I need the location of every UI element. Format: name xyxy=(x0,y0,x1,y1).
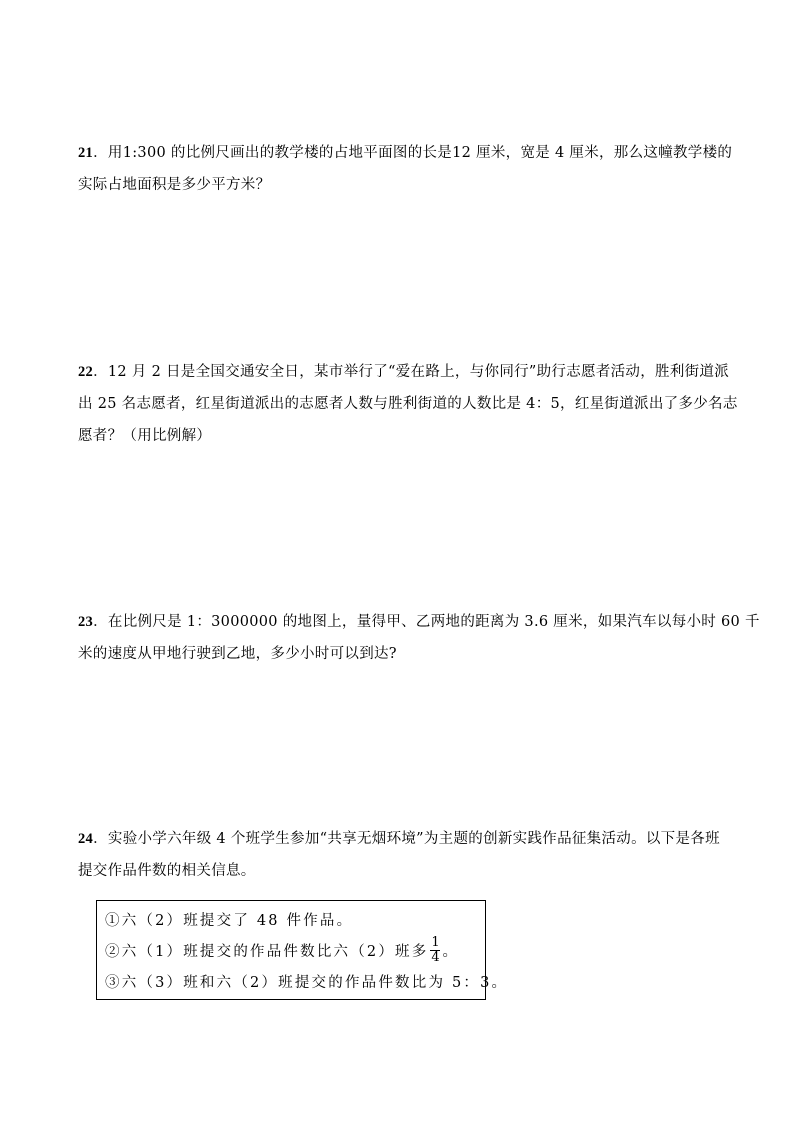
info-line-2 xyxy=(105,935,477,966)
problem-22-text-3: 愿者？（用比例解） xyxy=(78,428,212,444)
problem-21-text-1: ．用1:300 的比例尺画出的教学楼的占地平面图的长是12 厘米，宽是 4 厘米，那么这幢教学楼的 xyxy=(93,145,733,161)
fraction-one-quarter xyxy=(430,936,440,965)
fraction-numerator: 1 xyxy=(431,935,440,950)
info-line-1: ①六（2）班提交了 48 件作品。 xyxy=(105,913,354,929)
problem-22-number: 22 xyxy=(78,364,94,380)
info-line-2-text: ②六（1）班提交的作品件数比六（2）班多 xyxy=(105,944,429,960)
problem-23 xyxy=(78,606,760,670)
problem-21 xyxy=(78,137,733,201)
problem-22 xyxy=(78,356,738,452)
problem-21-text-2: 实际占地面积是多少平方米？ xyxy=(78,177,271,193)
problem-24-number: 24 xyxy=(78,831,94,847)
info-line-2-suffix: 。 xyxy=(442,944,460,960)
fraction-denominator: 4 xyxy=(431,950,440,965)
problem-22-text-2: 出 25 名志愿者，红星街道派出的志愿者人数与胜利街道的人数比是 4：5，红星街道派出了多少名志 xyxy=(78,396,738,412)
problem-21-number: 21 xyxy=(78,145,94,161)
problem-24-text-1: ．实验小学六年级 4 个班学生参加“共享无烟环境”为主题的创新实践作品征集活动。以下是各班 xyxy=(93,831,720,847)
problem-22-line-1 xyxy=(78,356,730,388)
problem-22-text-1: ．12 月 2 日是全国交通安全日，某市举行了“爱在路上，与你同行”助行志愿者活动，胜利街道派 xyxy=(93,364,730,380)
info-line-3: ③六（3）班和六（2）班提交的作品件数比为 5：3。 xyxy=(105,975,509,991)
problem-23-line-1 xyxy=(78,606,760,638)
info-box xyxy=(96,900,509,1000)
problem-24-line-1 xyxy=(78,823,718,855)
problem-23-text-1: ．在比例尺是 1：3000000 的地图上，量得甲、乙两地的距离为 3.6 厘米，如果汽车以每小时 60 千 xyxy=(93,614,760,630)
problem-24 xyxy=(78,823,718,887)
problem-24-text-2: 提交作品件数的相关信息。 xyxy=(78,863,256,879)
problem-23-number: 23 xyxy=(78,614,94,630)
problem-23-text-2: 米的速度从甲地行驶到乙地，多少小时可以到达? xyxy=(78,646,397,662)
problem-21-line-1 xyxy=(78,137,733,169)
